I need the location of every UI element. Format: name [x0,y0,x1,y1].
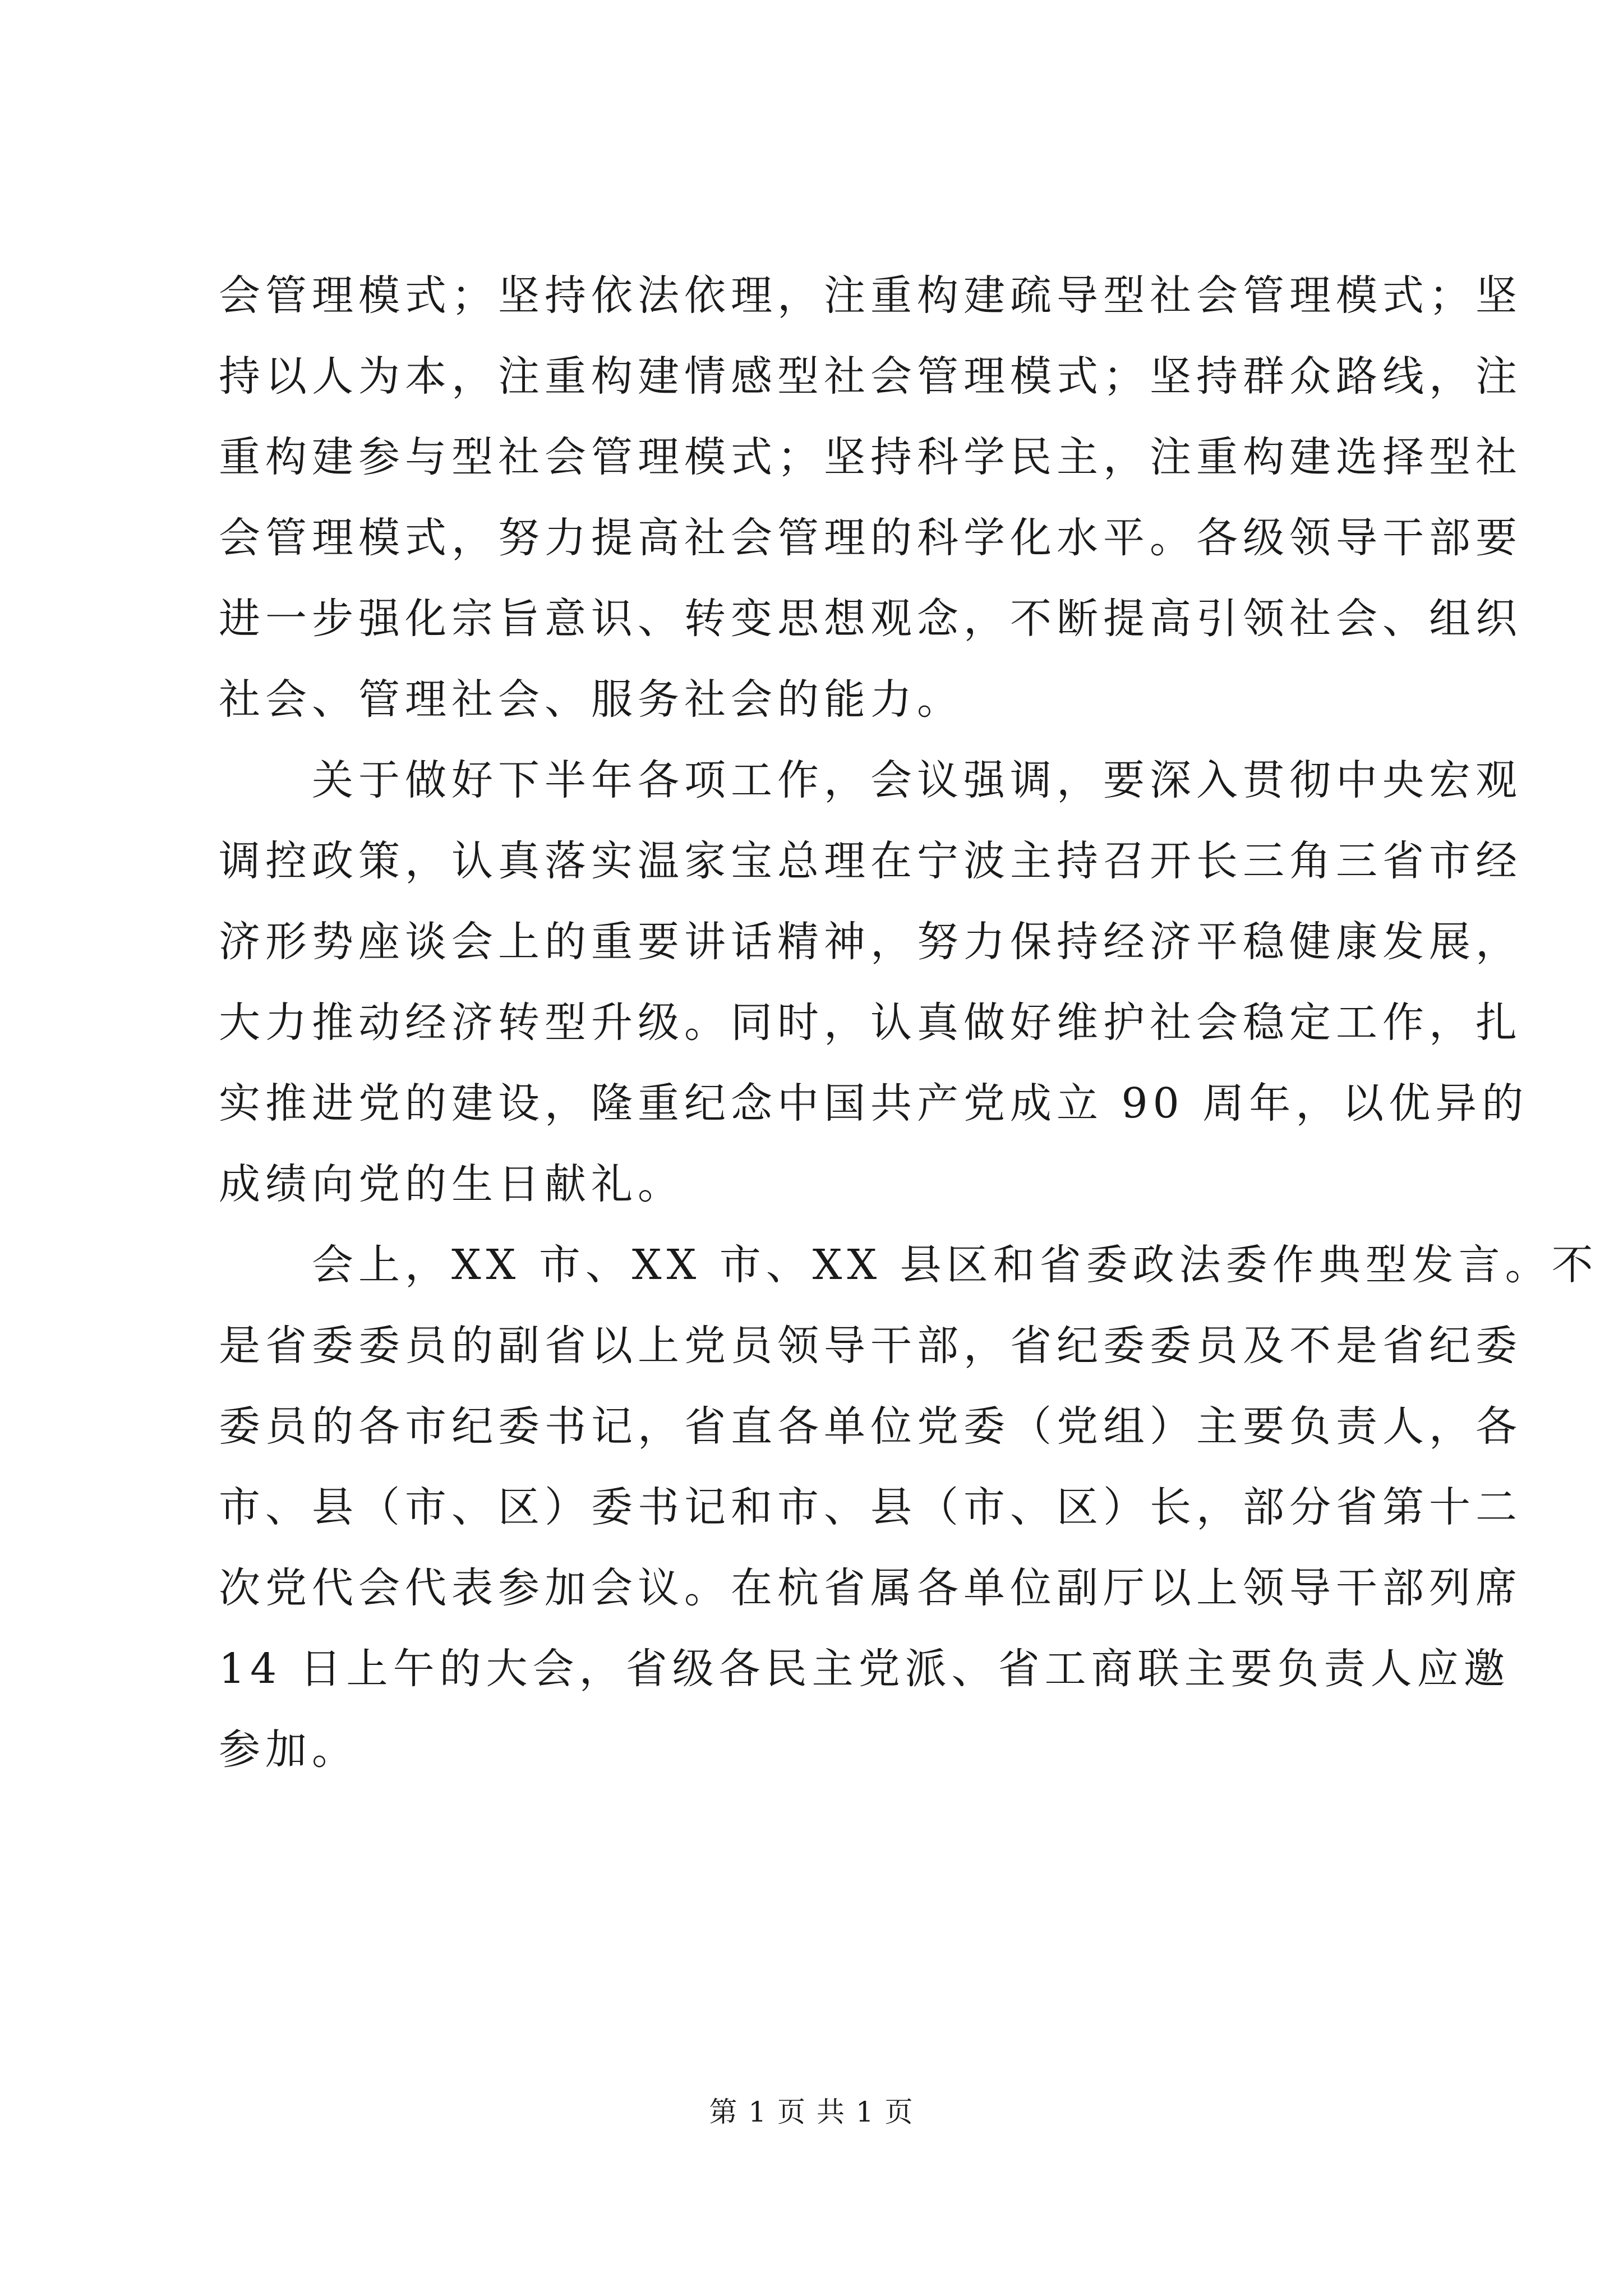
text-line: 市、县（市、区）委书记和市、县（市、区）长，部分省第十二 [219,1483,1522,1531]
text-line: 参加。 [219,1726,358,1774]
text-line: 调控政策，认真落实温家宝总理在宁波主持召开长三角三省市经 [219,837,1522,885]
text-line: 委员的各市纪委书记，省直各单位党委（党组）主要负责人，各 [219,1402,1522,1451]
text-line: 重构建参与型社会管理模式；坚持科学民主，注重构建选择型社 [219,433,1522,481]
text-line: 济形势座谈会上的重要讲话精神，努力保持经济平稳健康发展， [219,918,1522,966]
text-line: 会管理模式；坚持依法依理，注重构建疏导型社会管理模式；坚 [219,272,1522,320]
document-body [219,255,1598,1790]
text-line: 成绩向党的生日献礼。 [219,1160,684,1208]
text-line: 会管理模式，努力提高社会管理的科学化水平。各级领导干部要 [219,514,1522,562]
text-line: 社会、管理社会、服务社会的能力。 [219,675,963,724]
text-line: 关于做好下半年各项工作，会议强调，要深入贯彻中央宏观 [219,756,1522,804]
text-line: 实推进党的建设，隆重纪念中国共产党成立 90 周年，以优异的 [219,1079,1529,1128]
text-line: 14 日上午的大会，省级各民主党派、省工商联主要负责人应邀 [219,1645,1510,1693]
text-line: 持以人为本，注重构建情感型社会管理模式；坚持群众路线，注 [219,352,1522,401]
text-line: 会上，XX 市、XX 市、XX 县区和省委政法委作典型发言。不 [219,1241,1598,1289]
page-number-footer: 第 1 页 共 1 页 [709,2096,914,2128]
text-line: 大力推动经济转型升级。同时，认真做好维护社会稳定工作，扎 [219,999,1522,1047]
text-line: 是省委委员的副省以上党员领导干部，省纪委委员及不是省纪委 [219,1322,1522,1370]
text-line: 进一步强化宗旨意识、转变思想观念，不断提高引领社会、组织 [219,595,1522,643]
text-line: 次党代会代表参加会议。在杭省属各单位副厅以上领导干部列席 [219,1564,1522,1612]
